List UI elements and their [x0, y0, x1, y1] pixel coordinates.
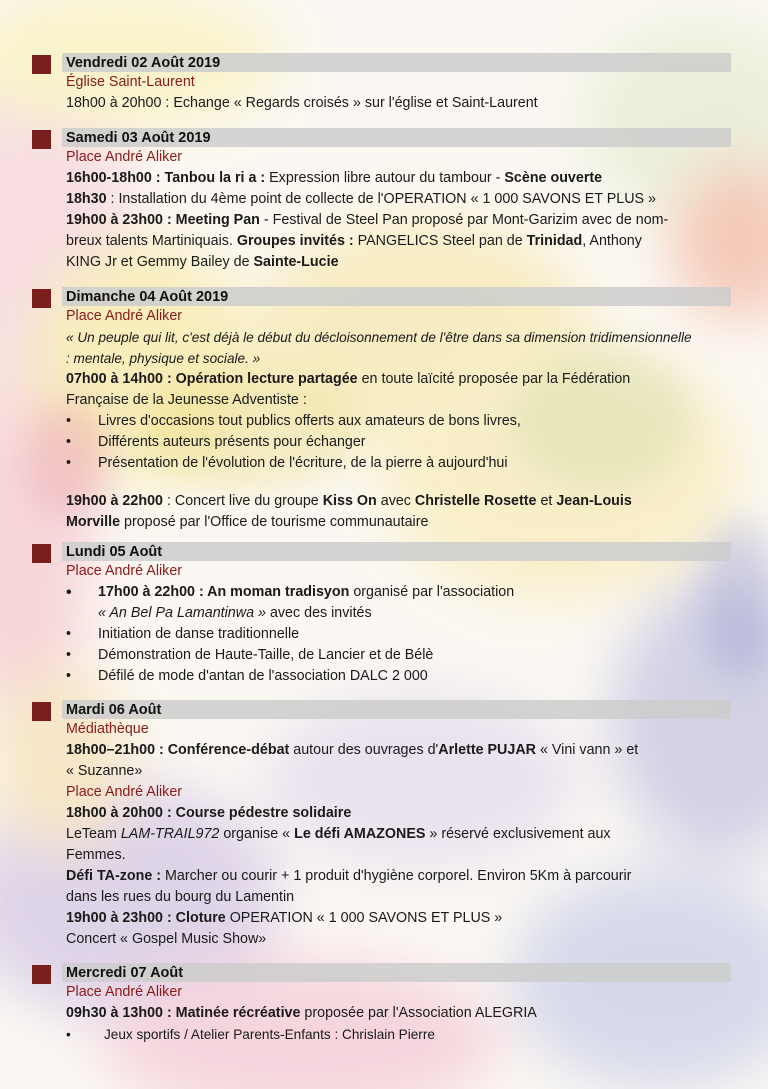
header-marker [32, 544, 51, 563]
quote-line: : mentale, physique et sociale. » [66, 351, 261, 366]
event-text: : Installation du 4ème point de collecte de l'OPERATION « 1 000 SAVONS ET PLUS » [106, 191, 657, 207]
day-header [0, 128, 768, 147]
event-line: Française de la Jeunesse Adventiste : [66, 392, 307, 408]
event-text: en toute laïcité proposée par la Fédération [357, 371, 631, 387]
event-line [66, 491, 732, 512]
event-time: 18h30 [66, 191, 107, 207]
event-line [66, 740, 732, 761]
list-item [66, 666, 732, 687]
event-line [66, 908, 732, 929]
event-line [66, 369, 732, 390]
bullet-icon: • [66, 455, 72, 471]
event-time: 19h00 à 23h00 : Cloture [66, 910, 226, 926]
event-text: et [536, 493, 557, 509]
event-line [66, 866, 732, 887]
event-line [66, 512, 732, 533]
event-text: PANGELICS Steel pan de [353, 233, 527, 249]
venue: Place André Aliker [66, 984, 183, 1000]
event-text: avec [376, 493, 415, 509]
event-time: 19h00 à 23h00 : Meeting Pan [66, 212, 260, 228]
event-line: dans les rues du bourg du Lamentin [66, 889, 295, 905]
header-marker [32, 965, 51, 984]
event-line [66, 824, 732, 845]
event-highlight: Scène ouverte [504, 170, 603, 186]
bullet-icon: • [66, 434, 72, 450]
event-line [66, 168, 732, 189]
day-date: Dimanche 04 Août 2019 [66, 289, 229, 305]
association-name: « An Bel Pa Lamantinwa » [98, 605, 266, 621]
list-item-text: Livres d'occasions tout publics offerts aux amateurs de bons livres, [98, 413, 521, 429]
event-highlight: Arlette PUJAR [438, 742, 536, 758]
list-item [66, 624, 732, 645]
event-text: : Concert live du groupe [162, 493, 323, 509]
event-line [66, 1003, 732, 1024]
event-text: organisé par l'association [349, 584, 515, 600]
list-item [66, 582, 732, 603]
bullet-icon: • [66, 626, 72, 642]
list-item [66, 411, 732, 432]
list-item-text: Présentation de l'évolution de l'écriture, de la pierre à aujourd'hui [98, 455, 508, 471]
list-item [66, 453, 732, 474]
event-line [66, 210, 732, 231]
event-text: Expression libre autour du tambour - [265, 170, 505, 186]
event-text: LeTeam [66, 826, 121, 842]
event-highlight: Jean-Louis [556, 493, 632, 509]
event-highlight: Le défi AMAZONES [294, 826, 426, 842]
day-header [0, 700, 768, 719]
venue: Place André Aliker [66, 563, 183, 579]
day-header [0, 963, 768, 982]
event-time: 19h00 à 22h00 [66, 493, 163, 509]
event-text: Marcher ou courir + 1 produit d'hygiène corporel. Environ 5Km à parcourir [161, 868, 632, 884]
event-text: breux talents Martiniquais. [66, 233, 237, 249]
event-time: 18h00–21h00 : Conférence-débat [66, 742, 290, 758]
header-marker [32, 702, 51, 721]
list-item-text: Défilé de mode d'antan de l'association DALC 2 000 [98, 668, 428, 684]
header-bar [62, 700, 731, 719]
event-time: 16h00-18h00 : Tanbou la ri a : [66, 170, 266, 186]
event-highlight: Groupes invités : [236, 233, 354, 249]
day-date: Mardi 06 Août [66, 702, 162, 718]
day-header [0, 53, 768, 72]
list-item-text: Différents auteurs présents pour échanger [98, 434, 366, 450]
day-section-samedi [0, 128, 768, 273]
day-section-lundi [0, 542, 768, 687]
event-text: KING Jr et Gemmy Bailey de [66, 254, 254, 270]
event-line: Concert « Gospel Music Show» [66, 931, 267, 947]
event-text: » réservé exclusivement aux [425, 826, 611, 842]
day-date: Samedi 03 Août 2019 [66, 130, 211, 146]
list-item-continuation [98, 603, 732, 624]
event-highlight: Christelle Rosette [414, 493, 537, 509]
header-marker [32, 55, 51, 74]
list-item [66, 1024, 732, 1045]
bullet-icon: • [66, 668, 72, 684]
venue: Place André Aliker [66, 149, 183, 165]
event-text: avec des invités [265, 605, 372, 621]
event-text: proposé par l'Office de tourisme communautaire [120, 514, 429, 530]
day-header [0, 542, 768, 561]
event-text: proposée par l'Association ALEGRIA [300, 1005, 537, 1021]
event-highlight: Défi TA-zone : [66, 868, 162, 884]
day-header [0, 287, 768, 306]
day-section-mercredi [0, 963, 768, 1045]
venue: Médiathèque [66, 721, 149, 737]
quote-line: « Un peuple qui lit, c'est déjà le début du décloisonnement de l'être dans sa dimension tridimensionnelle [66, 330, 692, 345]
event-text: « Vini vann » et [535, 742, 639, 758]
event-text: autour des ouvrages d' [289, 742, 439, 758]
event-line [66, 189, 732, 210]
event-line [66, 252, 732, 273]
event-text: organise « [219, 826, 295, 842]
event-time: 07h00 à 14h00 : Opération lecture partagée [66, 371, 358, 387]
team-name: LAM-TRAIL972 [120, 826, 220, 842]
list-item-text: Démonstration de Haute-Taille, de Lancier et de Bélè [98, 647, 434, 663]
bullet-icon: • [66, 413, 72, 429]
venue: Place André Aliker [66, 784, 183, 800]
bullet-icon: • [66, 1027, 71, 1042]
event-line: « Suzanne» [66, 763, 143, 779]
bullet-icon: • [66, 647, 72, 663]
bullet-icon: • [66, 584, 72, 601]
event-text: - Festival de Steel Pan proposé par Mont-Garizim avec de nom- [259, 212, 669, 228]
venue: Place André Aliker [66, 308, 183, 324]
list-item [66, 645, 732, 666]
event-highlight: Kiss On [322, 493, 377, 509]
event-time: 17h00 à 22h00 : An moman tradisyon [98, 584, 350, 600]
day-section-dimanche [0, 287, 768, 533]
list-item-text: Jeux sportifs / Atelier Parents-Enfants : Chrislain Pierre [104, 1027, 435, 1042]
venue: Église Saint-Laurent [66, 74, 195, 90]
event-line [66, 231, 732, 252]
day-section-mardi [0, 700, 768, 950]
header-bar [62, 542, 731, 561]
day-date: Lundi 05 Août [66, 544, 163, 560]
header-marker [32, 130, 51, 149]
event-text: OPERATION « 1 000 SAVONS ET PLUS » [225, 910, 503, 926]
event-highlight: Trinidad [526, 233, 583, 249]
event-highlight: Morville [66, 514, 121, 530]
day-section-vendredi [0, 53, 768, 114]
event-line: 18h00 à 20h00 : Course pédestre solidaire [66, 805, 352, 821]
event-text: , Anthony [582, 233, 642, 249]
event-highlight: Sainte-Lucie [253, 254, 339, 270]
event-line: 18h00 à 20h00 : Echange « Regards croisés » sur l'église et Saint-Laurent [66, 95, 538, 111]
event-time: 09h30 à 13h00 : Matinée récréative [66, 1005, 301, 1021]
list-item [66, 432, 732, 453]
header-marker [32, 289, 51, 308]
event-line: Femmes. [66, 847, 126, 863]
list-item-text: Initiation de danse traditionnelle [98, 626, 300, 642]
day-date: Mercredi 07 Août [66, 965, 184, 981]
day-date: Vendredi 02 Août 2019 [66, 55, 221, 71]
